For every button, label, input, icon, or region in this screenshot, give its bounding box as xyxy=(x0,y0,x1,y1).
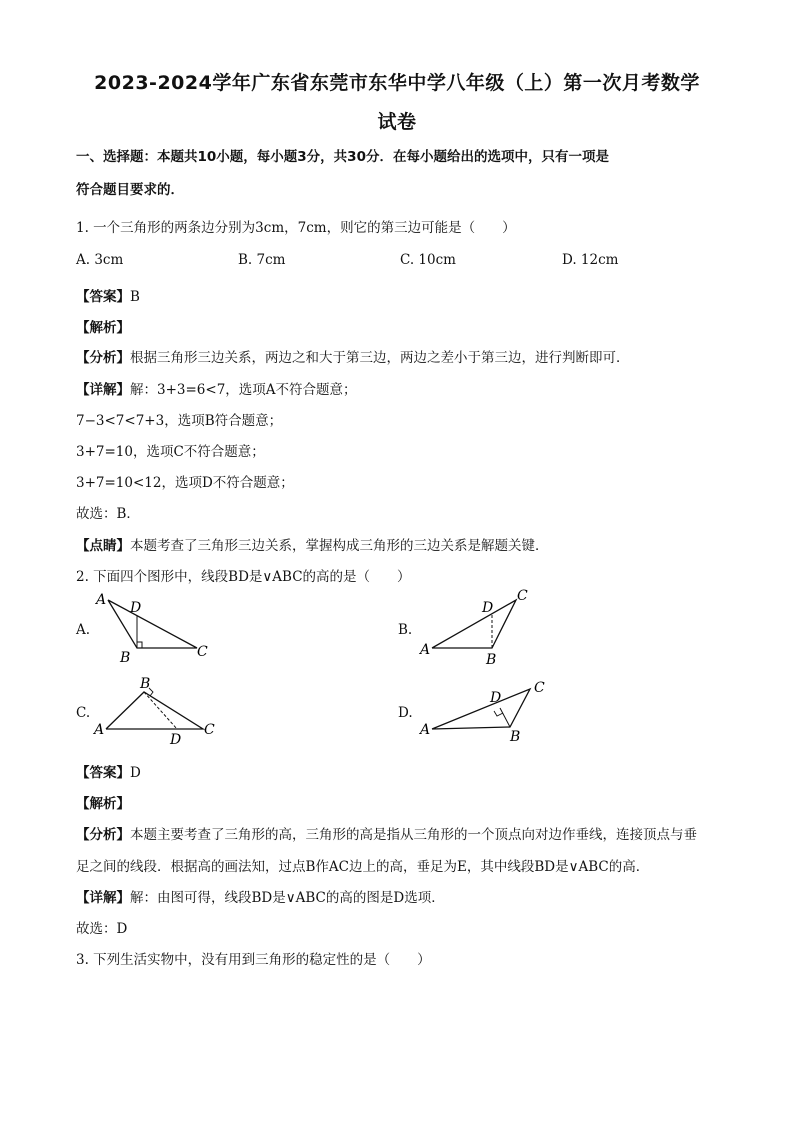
q1-xiangjie-tag: 【详解】 xyxy=(76,382,130,398)
point-label-d: D xyxy=(130,600,142,616)
document-title-line1: 2023-2024学年广东省东莞市东华中学八年级（上）第一次月考数学 xyxy=(94,72,700,94)
q2-option-a-label: A. xyxy=(76,622,91,638)
point-label-d: D xyxy=(170,732,182,748)
q1-step4: 3+7=10<12，选项D不符合题意； xyxy=(76,475,294,491)
q2-figure-c xyxy=(90,674,230,752)
q1-stem: 1. 一个三角形的两条边分别为3cm，7cm，则它的第三边可能是（ ） xyxy=(76,220,516,236)
point-label-c: C xyxy=(204,722,215,738)
point-label-c: C xyxy=(534,680,545,696)
q1-xiangjie-text: 解：3+3=6<7，选项A不符合题意； xyxy=(130,382,357,398)
q1-step2: 7−3<7<7+3，选项B符合题意； xyxy=(76,413,283,429)
point-label-b: B xyxy=(140,676,151,692)
q1-fenxi-row xyxy=(76,346,630,366)
q2-xiangjie-text: 解：由图可得，线段BD是∨ABC的高的图是D选项． xyxy=(130,890,445,906)
q1-option-a: A. 3cm xyxy=(76,252,124,268)
q1-step3: 3+7=10，选项C不符合题意； xyxy=(76,444,265,460)
point-label-d: D xyxy=(482,600,494,616)
document-title-line2: 试卷 xyxy=(377,111,417,133)
q1-dianjing-text: 本题考查了三角形三边关系，掌握构成三角形的三边关系是解题关键． xyxy=(130,538,549,554)
q1-dianjing-row xyxy=(76,534,549,554)
q2-option-d-label: D. xyxy=(398,705,413,721)
q2-fenxi-text1: 本题主要考查了三角形的高，三角形的高是指从三角形的一个顶点向对边作垂线，连接顶点与垂 xyxy=(130,827,697,843)
q1-answer-tag: 【答案】 xyxy=(76,289,130,305)
q2-answer-value: D xyxy=(130,765,141,781)
q2-answer-tag: 【答案】 xyxy=(76,765,130,781)
q2-figure-b xyxy=(414,584,544,674)
q2-stem: 2. 下面四个图形中，线段BD是∨ABC的高的是（ ） xyxy=(76,569,411,585)
q1-xiangjie-row xyxy=(76,378,357,398)
q1-fenxi-text: 根据三角形三边关系，两边之和大于第三边，两边之差小于第三边，进行判断即可． xyxy=(130,350,630,366)
q1-option-b: B. 7cm xyxy=(238,252,286,268)
q1-answer-row xyxy=(76,285,140,305)
q2-option-c-label: C. xyxy=(76,705,91,721)
q2-choose: 故选：D xyxy=(76,921,128,937)
point-label-a: A xyxy=(420,642,431,658)
q1-fenxi-tag: 【分析】 xyxy=(76,350,130,366)
q2-answer-row xyxy=(76,761,141,781)
q2-fenxi-row xyxy=(76,823,697,843)
point-label-b: B xyxy=(486,652,497,668)
q1-jiexi-tag: 【解析】 xyxy=(76,320,130,336)
section-heading-line1: 一、选择题：本题共10小题，每小题3分，共30分．在每小题给出的选项中，只有一项是 xyxy=(76,149,609,165)
point-label-a: A xyxy=(96,592,107,608)
q1-option-d: D. 12cm xyxy=(562,252,619,268)
q2-option-b-label: B. xyxy=(398,622,413,638)
q2-xiangjie-row xyxy=(76,886,445,906)
point-label-a: A xyxy=(94,722,105,738)
q1-answer-value: B xyxy=(130,289,140,305)
q2-figure-d xyxy=(414,674,554,752)
point-label-b: B xyxy=(510,729,521,745)
section-heading-line2: 符合题目要求的． xyxy=(76,182,184,198)
point-label-b: B xyxy=(120,650,131,666)
q1-dianjing-tag: 【点睛】 xyxy=(76,538,130,554)
q2-fenxi-text2: 足之间的线段．根据高的画法知，过点B作AC边上的高，垂足为E，其中线段BD是∨ABC的高． xyxy=(76,859,650,875)
point-label-d: D xyxy=(490,690,502,706)
point-label-c: C xyxy=(517,588,528,604)
q3-stem: 3. 下列生活实物中，没有用到三角形的稳定性的是（ ） xyxy=(76,952,431,968)
q1-option-c: C. 10cm xyxy=(400,252,456,268)
q2-fenxi-tag: 【分析】 xyxy=(76,827,130,843)
q2-jiexi-tag: 【解析】 xyxy=(76,796,130,812)
point-label-c: C xyxy=(197,644,208,660)
q1-choose: 故选：B． xyxy=(76,506,140,522)
point-label-a: A xyxy=(420,722,431,738)
q2-figure-a xyxy=(90,588,220,672)
q2-xiangjie-tag: 【详解】 xyxy=(76,890,130,906)
